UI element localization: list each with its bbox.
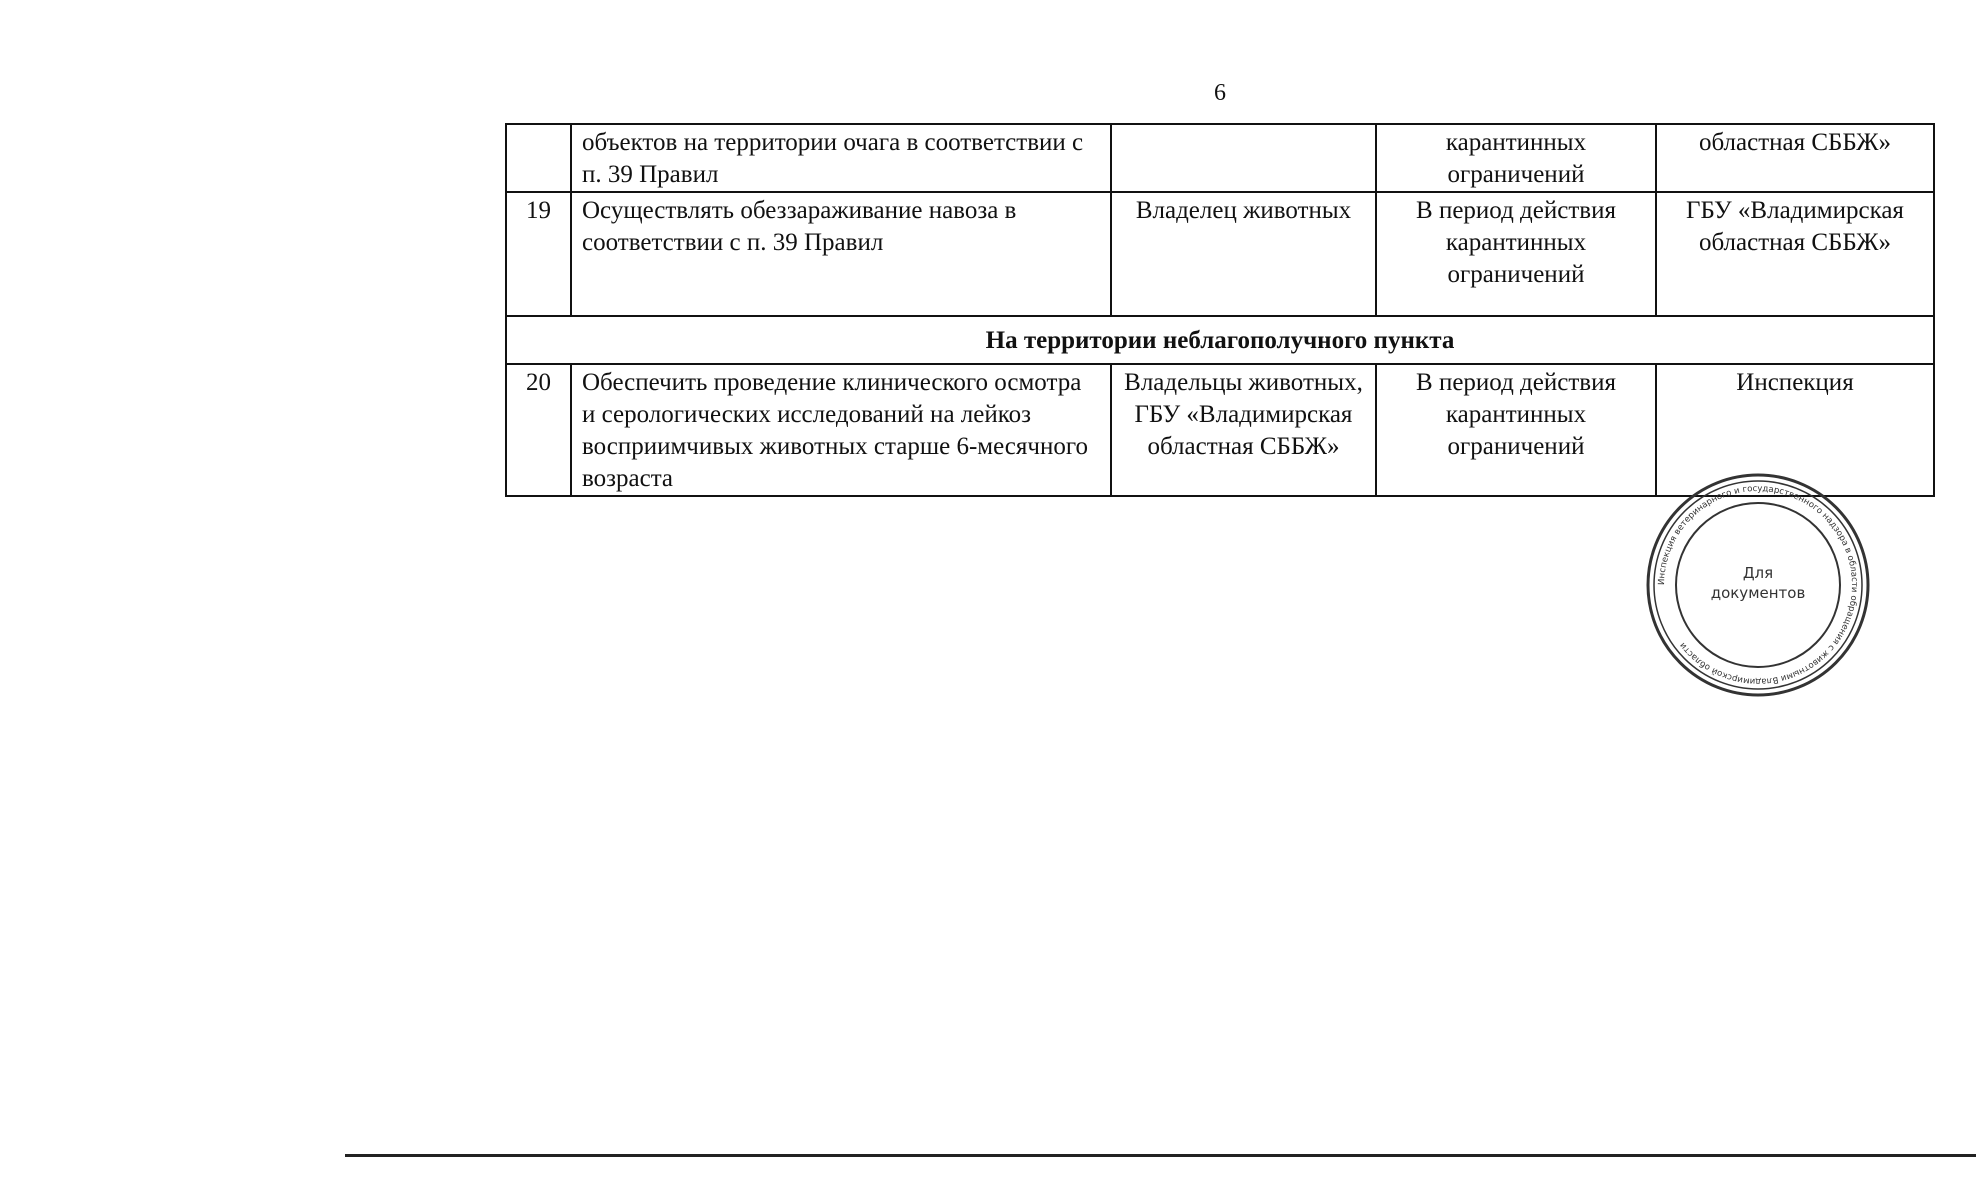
deadline-cell: карантинных ограничений xyxy=(1376,124,1656,192)
responsible-cell xyxy=(1111,124,1376,192)
measures-table xyxy=(505,123,1935,497)
row-number-cell: 19 xyxy=(506,192,571,316)
executor-cell: ГБУ «Владимирская областная СББЖ» xyxy=(1656,192,1934,316)
responsible-cell: Владелец животных xyxy=(1111,192,1376,316)
description-cell: Обеспечить проведение клинического осмотра и серологических исследований на лейкоз восприимчивых животных старше 6-месячного возраста xyxy=(571,364,1111,496)
row-number-cell xyxy=(506,124,571,192)
official-stamp xyxy=(1645,472,1871,698)
executor-cell: областная СББЖ» xyxy=(1656,124,1934,192)
deadline-cell: В период действия карантинных ограничений xyxy=(1376,192,1656,316)
executor-cell: Инспекция xyxy=(1656,364,1934,496)
description-cell: Осуществлять обеззараживание навоза в соответствии с п. 39 Правил xyxy=(571,192,1111,316)
description-cell: объектов на территории очага в соответствии с п. 39 Правил xyxy=(571,124,1111,192)
section-header: На территории неблагополучного пункта xyxy=(506,316,1934,364)
table-row xyxy=(506,192,1934,316)
page-number: 6 xyxy=(1214,80,1226,106)
deadline-cell: В период действия карантинных ограничений xyxy=(1376,364,1656,496)
stamp-ring-text: Инспекция ветеринарного и государственного надзора в области обращения с животными Владимирской области xyxy=(1656,483,1860,687)
responsible-cell: Владельцы животных, ГБУ «Владимирская областная СББЖ» xyxy=(1111,364,1376,496)
stamp-center-line1: Для xyxy=(1742,564,1774,582)
stamp-center-line2: документов xyxy=(1710,584,1806,602)
bottom-rule xyxy=(345,1154,1976,1157)
table-row xyxy=(506,124,1934,192)
section-header-row xyxy=(506,316,1934,364)
row-number-cell: 20 xyxy=(506,364,571,496)
